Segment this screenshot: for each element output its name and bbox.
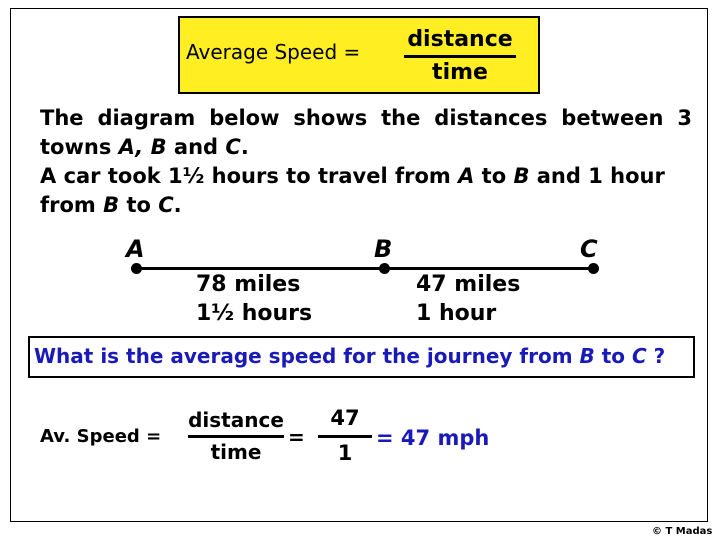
town-name: C [158, 193, 174, 217]
punctuation: . [173, 193, 182, 217]
working-result: = 47 mph [376, 426, 490, 450]
segment-bc-distance: 47 miles [416, 272, 521, 297]
working-fraction-bar [188, 435, 284, 438]
problem-text [40, 104, 692, 220]
diagram-town-b: B [374, 235, 393, 263]
segment-ab-label [196, 270, 312, 328]
problem-text-fragment: towns [40, 135, 119, 159]
segment-ab-distance: 78 miles [196, 272, 301, 297]
formula-numerator: distance [407, 27, 513, 52]
town-name: A [458, 164, 475, 188]
town-name: B [579, 344, 595, 368]
diagram-town-c: C [580, 235, 598, 263]
question-text [34, 344, 665, 368]
town-name: B [150, 135, 167, 159]
segment-ab-time: 1½ hours [196, 301, 313, 326]
working-equals: = [288, 425, 305, 449]
problem-text-fragment: A car took 1½ hours to travel from [40, 164, 459, 188]
working-value-numerator: 47 [330, 406, 360, 430]
problem-line-1: The diagram below shows the distances between 3 [40, 106, 692, 130]
problem-line-2 [40, 133, 692, 162]
problem-line-4 [40, 191, 692, 220]
problem-text-fragment: and [173, 135, 219, 159]
town-name: B [103, 193, 120, 217]
working-value-bar [318, 435, 372, 438]
diagram-town-a: A [126, 235, 145, 263]
town-a-marker [131, 263, 142, 274]
problem-text-fragment: to [481, 164, 507, 188]
problem-line-3 [40, 162, 692, 191]
town-name: A [118, 135, 136, 159]
formula-denominator: time [432, 60, 488, 85]
town-name: C [632, 344, 647, 368]
formula-lhs: Average Speed = [186, 40, 361, 64]
punctuation: , [135, 135, 144, 159]
segment-bc-label [416, 270, 520, 328]
town-c-marker [588, 263, 599, 274]
working-lhs: Av. Speed = [40, 426, 162, 447]
problem-text-fragment: from [40, 193, 104, 217]
working-value-denominator: 1 [337, 441, 353, 465]
punctuation: . [240, 135, 249, 159]
town-name: B [513, 164, 530, 188]
problem-text-fragment: to [126, 193, 151, 217]
problem-text-fragment: and 1 hour [536, 164, 665, 188]
town-b-marker [379, 263, 390, 274]
question-fragment: to [601, 344, 626, 368]
town-name: C [225, 135, 241, 159]
credit-text: © T Madas [652, 526, 713, 537]
working-numerator: distance [188, 408, 284, 432]
working-denominator: time [210, 440, 262, 464]
formula-fraction-bar [404, 55, 516, 58]
segment-bc-time: 1 hour [416, 301, 497, 326]
question-fragment: ? [653, 344, 666, 368]
question-fragment: What is the average speed for the journey from [34, 344, 580, 368]
